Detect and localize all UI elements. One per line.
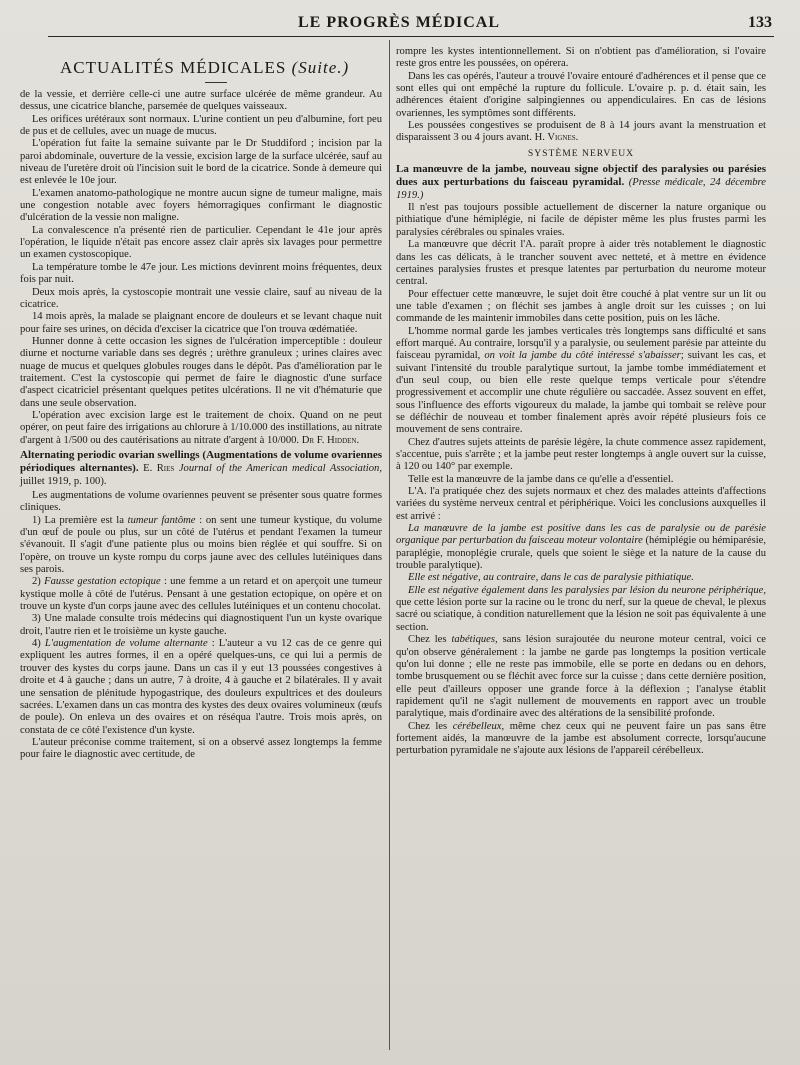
paragraph: Pour effectuer cette manœuvre, le sujet doit être couché à plat ventre sur un lit ou une table d'examen ; on fléchit ses jambes à angle droit sur les cuisses ; on lui commande de les maintenir immobiles dans cette position, puis on les lâche. (396, 288, 766, 325)
section-title: ACTUALITÉS MÉDICALES (Suite.) (60, 58, 350, 77)
paragraph: Chez les tabétiques, sans lésion surajoutée du neurone moteur central, voici ce qu'on observe généralement : la jambe ne garde pas longtemps la position verticale qu'on lui donne ; elle ne reste pas immobile, elle se porte en dedans ou en dehors, tombe brusquement ou se fléchit avec force sur la cuisse ; dans cette dernière position, elle peut d'ailleurs opposer une grande force à la déflexion ; l'analyse établit rapidement qu'il ne s'agit nullement de mouvements en rapport avec un trouble paralytique, mais d'ordinaire avec des altérations de la sensibilité profonde. (396, 634, 766, 720)
paragraph: Telle est la manœuvre de la jambe dans ce qu'elle a d'essentiel. (408, 473, 674, 485)
rubric-heading: SYSTÈME NERVEUX (527, 147, 635, 159)
paragraph: rompre les kystes intentionnellement. Si on n'obtient pas d'amélioration, si l'ovaire reste gros entre les poussées, on opérera. (396, 46, 766, 70)
paragraph: Deux mois après, la cystoscopie montrait une vessie claire, sauf au niveau de la cicatrice. (20, 286, 382, 310)
paragraph: de la vessie, et derrière celle-ci une autre surface ulcérée de même grandeur. Au dessus, une cicatrice blanche, parsemée de quelques vaisseaux. (20, 89, 382, 113)
page-header (48, 14, 774, 37)
right-column (396, 46, 766, 758)
paragraph: L'opération fut faite la semaine suivante par le Dr Studdiford ; incision par la paroi abdominale, ouverture de la vessie, excision large de la surface ulcérée, sauf au niveau de l'uretère droit où l'incision suit le bord de la cicatrice. Sonde à demeure qui est enlevée le 10e jour. (20, 138, 382, 187)
paragraph: L'A. l'a pratiquée chez des sujets normaux et chez des malades atteints d'affections variées du système nerveux central et périphérique. Voici les conclusions auxquelles il est arrivé : (396, 486, 766, 522)
paragraph: Chez les cérébelleux, même chez ceux qui ne peuvent faire un pas sans être fortement aidés, la manœuvre de la jambe est absolument correcte, lorsqu'aucune perturbation pyramidale ne s'ajoute aux lésions de l'appareil cérébelleux. (396, 720, 767, 757)
paragraph: 2) Fausse gestation ectopique : une femme a un retard et on aperçoit une tumeur kystique molle à côté de l'utérus. Pensant à une gestation ectopique, on opère et on trouve un kyste d'un corps jaune avec des cellules lutéiniques et un contenu chocolat. (20, 576, 382, 613)
column-divider (389, 40, 390, 1050)
paragraph: L'opération avec excision large est le traitement de choix. Quand on ne peut opérer, on peut faire des irrigations au chlorure à 1/10.000 des instillations, au nitrate d'argent à 1/500 ou des cautérisations au nitrate d'argent à 10/000. Dr F. Hidden. (20, 409, 382, 446)
article-author: Dr F. Hidden. (301, 434, 360, 446)
paragraph: 14 mois après, la malade se plaignant encore de douleurs et se levant chaque nuit pour faire ses urines, on décida d'exciser la cicatrice que l'on trouva œdématiée. (20, 311, 382, 335)
paragraph: Elle est négative également dans les paralysies par lésion du neurone périphérique, que cette lésion porte sur la racine ou le tronc du nerf, sur la queue de cheval, le plexus sacré ou sciatique, à condition naturellement que la lésion ne soit pas équivalente à une section. (396, 584, 766, 633)
paragraph: 1) La première est la tumeur fantôme : on sent une tumeur kystique, du volume d'un œuf de poule ou plus, sur un côté de l'utérus et pendant l'examen la tumeur s'évanouit. Il s'agit d'une patiente plus ou moins bien réglée et qui souffre. Si on l'opère, on trouve un kyste rompu du corps jaune avec des cellules lutéiniques dans ses parois. (20, 514, 382, 576)
paragraph: Les orifices urétéraux sont normaux. L'urine contient un peu d'albumine, fort peu de pus et de cellules, avec un nuage de mucus. (20, 113, 382, 138)
left-column (20, 46, 382, 762)
paragraph: Les poussées congestives se produisent de 8 à 14 jours avant la menstruation et disparaissent 3 ou 4 jours avant. H. Vignes. (396, 120, 766, 144)
paragraph: Chez d'autres sujets atteints de parésie légère, la chute commence assez rapidement, s'accentue, puis s'arrête ; et la jambe peut rester longtemps à angle ouvert sur la cuisse, à 120 ou 140° par exemple. (396, 436, 766, 473)
running-title: LE PROGRÈS MÉDICAL (298, 14, 501, 31)
paragraph: L'auteur préconise comme traitement, si on a observé assez longtemps la femme pour faire le diagnostic avec certitude, de (20, 736, 382, 761)
title-rule (205, 82, 227, 83)
paragraph: La convalescence n'a présenté rien de particulier. Cependant le 41e jour après l'opération, le liquide n'était pas encore assez clair après six lavages pour permettre un examen cystoscopique. (20, 224, 382, 261)
paragraph: Les augmentations de volume ovariennes peuvent se présenter sous quatre formes cliniques. (20, 490, 382, 514)
article-author: H. Vignes. (534, 132, 579, 144)
paragraph: 4) L'augmentation de volume alternante : L'auteur a vu 12 cas de ce genre qui expliquent les autres formes, il en a opéré quelques-uns, ce qui lui a permis de trouver des kystes du corps jaune. Dans un cas il y eut 13 poussées congestives à droite et 4 à gauche ; dans un autre, 7 à droite, 4 à gauche et 2 bilatérales. Il y avait une sensation de plénitude hypogastrique, des douleurs expultrices et des douleurs sacrées. L'examen dans un cas montra des kystes des deux ovaires volumineux (œufs de poule). On enleva un des ovaires et on réséqua l'autre. Trois mois après, on constata de ce côté l'existence d'un kyste. (20, 638, 383, 736)
paragraph: Elle est négative, au contraire, dans le cas de paralysie pithiatique. (408, 572, 694, 584)
article-heading: La manœuvre de la jambe, nouveau signe objectif des paralysies ou parésies dues aux perturbations du faisceau pyramidal. (Presse médicale, 24 décembre 1919.) (396, 163, 766, 201)
paragraph: Il n'est pas toujours possible actuellement de discerner la nature organique ou pithiatique d'une hémiplégie, ni facile de dépister même les plus frustes parmi les paralysies cérébrales ou spinales vraies. (396, 202, 766, 238)
paragraph: La manœuvre que décrit l'A. paraît propre à aider très notablement le diagnostic dans les cas délicats, à le trancher souvent avec netteté, et à mettre en évidence certaines paralysies frustes et presque latentes par perturbation du neurome moteur central. (396, 239, 766, 288)
paragraph: La manœuvre de la jambe est positive dans les cas de paralysie ou de parésie organique par perturbation du faisceau moteur volontaire (hémiplégie ou hémiparésie, paraplégie, monoplégie crurale, quels que soient le siège et la nature de la cause du trouble paralytique). (396, 523, 766, 572)
paragraph: L'examen anatomo-pathologique ne montre aucun signe de tumeur maligne, mais une congestion notable avec foyers hémorragiques confirmant le diagnostic d'ulcération de la vessie non maligne. (20, 187, 382, 224)
paragraph: Hunner donne à cette occasion les signes de l'ulcération imperceptible : douleur diurne et nocturne variable dans ses degrés ; urèthre granuleux ; urines claires avec nuage de mucus et quelques globules rouges dans le dépôt. Pas d'amélioration par le traitement. C'est la cystoscopie qui permet de faire le diagnostic d'une surface d'aspect cicatriciel présentant quelques petites ulcérations. Il ne vit d'hématurie que dans une seule observation. (20, 335, 382, 409)
page-number: 133 (748, 14, 772, 31)
paragraph: 3) Une malade consulte trois médecins qui diagnostiquent l'un un kyste ovarique droit, l'autre rien et le troisième un kyste gauche. (20, 613, 382, 637)
paragraph: L'homme normal garde les jambes verticales très longtemps sans difficulté et sans effort marqué. Au contraire, lorsqu'il y a paralysie, ou seulement parésie par atteinte du faisceau pyramidal, on voit la jambe du côté intéressé s'abaisser; suivant les cas, et suivant l'intensité du trouble paralytique surtout, la jambe tombe immédiatement et d'un seul coup, ou bien elle reste quelque temps verticale pour s'étendre progressivement et accomplir une chute régulière ou saccadée. Assez souvent en effet, sous l'influence des efforts vigoureux du malade, la jambe qui tombait se relève pour se défléchir de nouveau et tomber finalement après avoir répété plusieurs fois ce mouvement de sens contraire. (396, 325, 766, 436)
paragraph: Dans les cas opérés, l'auteur a trouvé l'ovaire entouré d'adhérences et il pense que ce sont elles qui ont empêché la rupture du follicule. L'ovaire p. p. d. était sain, les adhérences étaient d'origine salpingiennes ou appendiculaires. En cas de lésions ovariennes, les symptômes sont différents. (396, 70, 766, 119)
article-heading: Alternating periodic ovarian swellings (Augmentations de volume ovariennes périodiques alternantes). E. Ries Journal of the American medical Association, juillet 1919, p. 100). (20, 448, 382, 487)
paragraph: La température tombe le 47e jour. Les mictions devinrent moins fréquentes, deux fois par nuit. (20, 261, 382, 286)
